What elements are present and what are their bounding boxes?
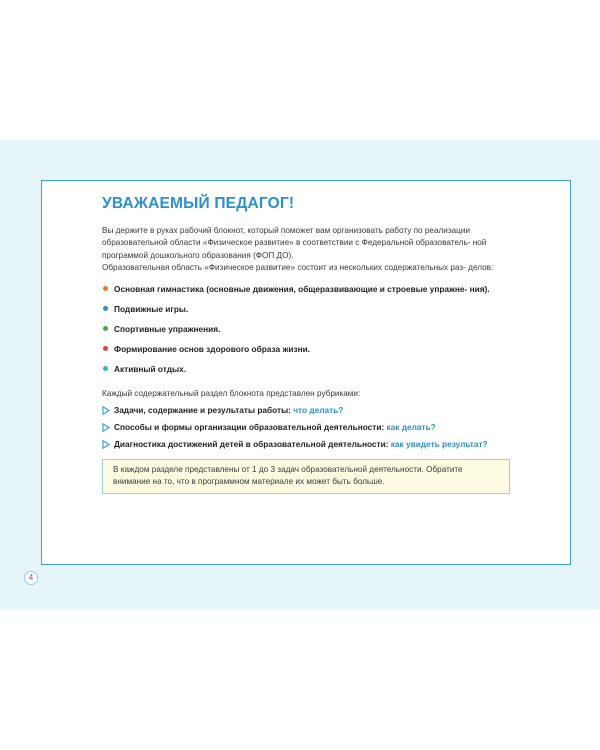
triangle-arrow-icon <box>102 440 110 449</box>
list-item <box>102 283 514 295</box>
bullet-dot-icon <box>103 326 108 331</box>
intro-paragraph: Вы держите в руках рабочий блокнот, который поможет вам организовать работу по реализации образовательной области «Физическое развитие» в соответствии с Федеральной образователь- ной программой дошкольного образования (ФОП ДО). <box>102 226 487 260</box>
section-label: Активный отдых. <box>114 363 186 374</box>
body-text <box>102 225 514 455</box>
list-item <box>102 363 514 375</box>
section-label: Спортивные упражнения. <box>114 323 221 334</box>
note-box: В каждом разделе представлены от 1 до 3 задач образовательной деятельности. Обратите внимание на то, что в программном материале их может быть больше. <box>102 459 510 494</box>
rubric-label: Диагностика достижений детей в образовательной деятельности: <box>114 439 389 450</box>
bullet-dot-icon <box>103 306 108 311</box>
list-item <box>102 303 514 315</box>
bullet-dot-icon <box>103 286 108 291</box>
rubrics-list <box>102 404 514 450</box>
rubric-label: Способы и формы организации образовательной деятельности: <box>114 422 385 433</box>
page-title: УВАЖАЕМЫЙ ПЕДАГОГ! <box>102 195 295 212</box>
rubric-question: как увидеть результат? <box>390 439 488 450</box>
page-number: 4 <box>24 571 38 585</box>
rubric-question: что делать? <box>293 405 344 416</box>
rubric-question: как делать? <box>386 422 436 433</box>
triangle-arrow-icon <box>102 406 110 415</box>
rubric-item <box>102 438 514 450</box>
rubric-label: Задачи, содержание и результаты работы: <box>114 405 291 416</box>
sections-list <box>102 283 514 375</box>
area-paragraph: Образовательная область «Физическое развитие» состоит из нескольких содержательных раз- делов: <box>102 263 494 273</box>
section-label: Основная гимнастика (основные движения, общеразвивающие и строевые упражне- ния). <box>114 283 490 294</box>
rubric-item <box>102 404 514 416</box>
content-frame <box>41 180 571 565</box>
section-label: Подвижные игры. <box>114 303 189 314</box>
list-item <box>102 323 514 335</box>
list-item <box>102 343 514 355</box>
triangle-arrow-icon <box>102 423 110 432</box>
rubric-item <box>102 421 514 433</box>
bullet-dot-icon <box>103 346 108 351</box>
section-label: Формирование основ здорового образа жизни. <box>114 343 310 354</box>
bullet-dot-icon <box>103 366 108 371</box>
rubrics-intro: Каждый содержательный раздел блокнота представлен рубриками: <box>102 388 361 398</box>
